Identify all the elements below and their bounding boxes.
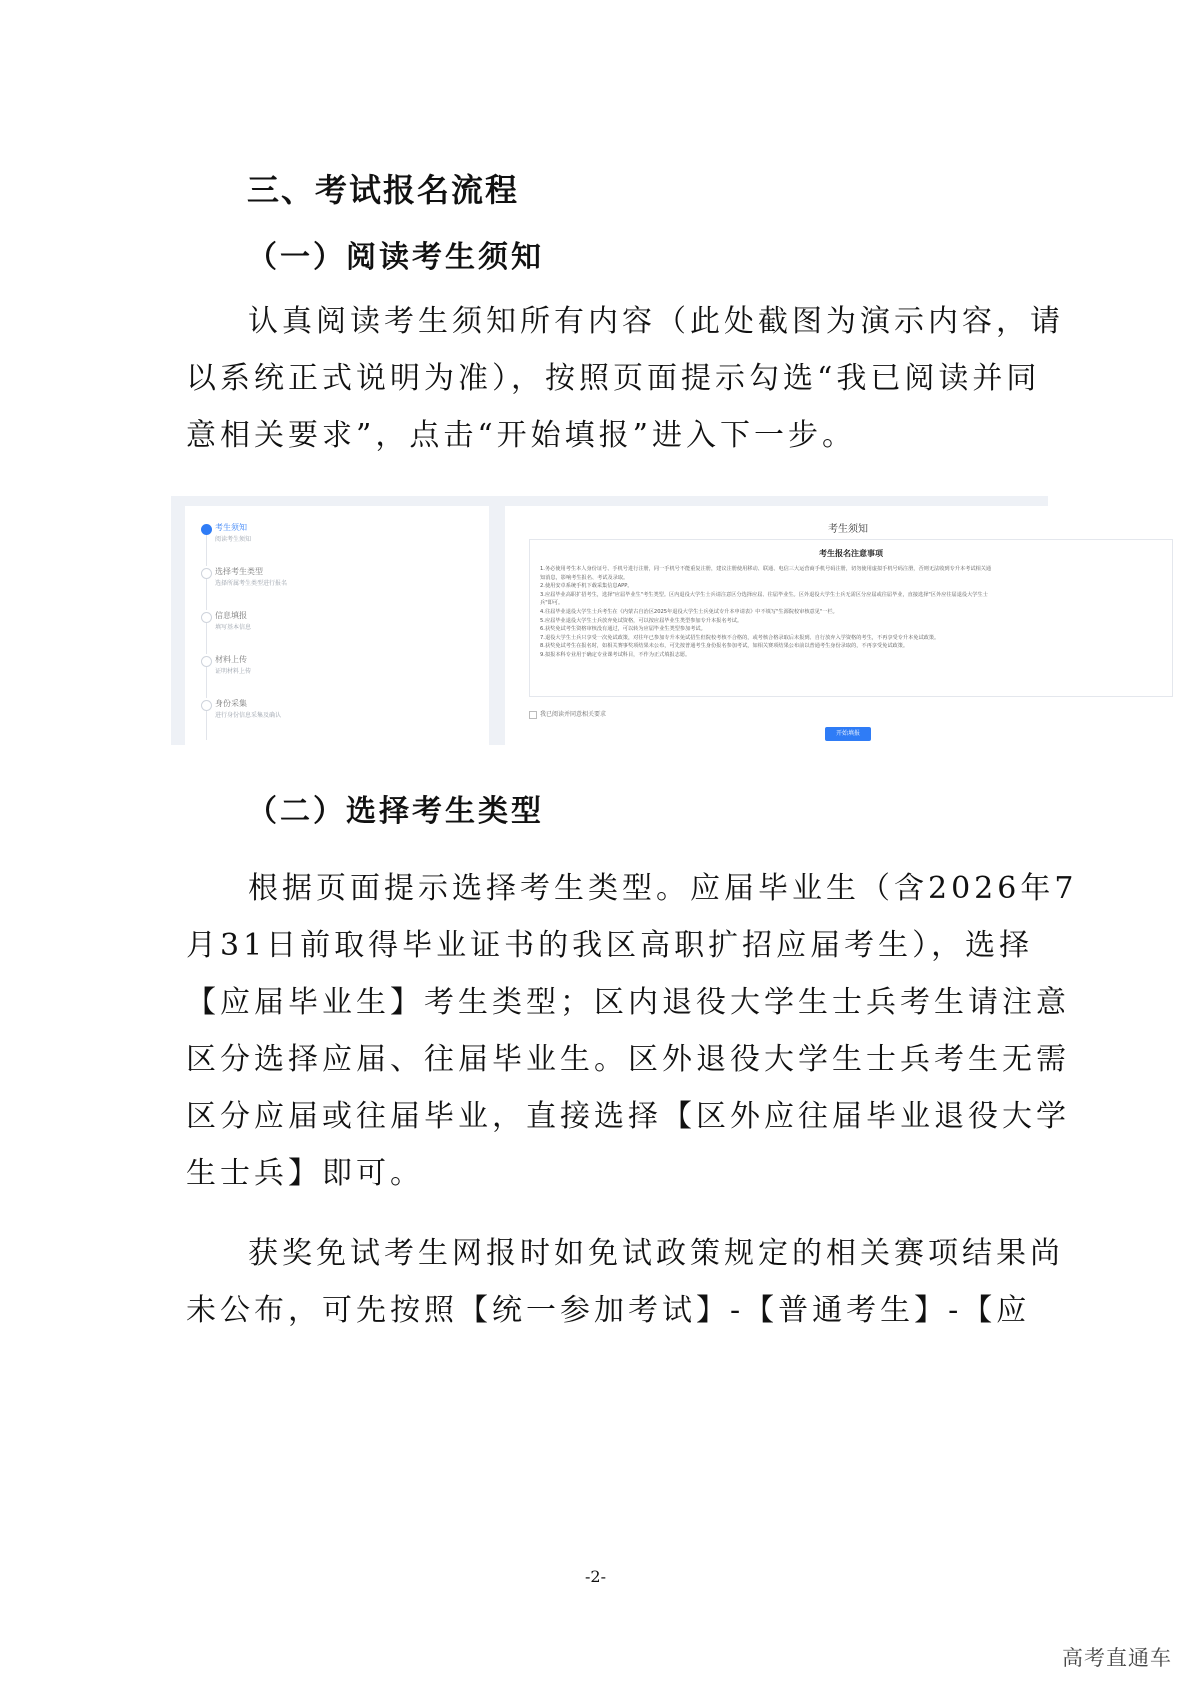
paragraph-choose-type (186, 860, 1078, 1202)
step-connector (206, 664, 207, 698)
notice-item: 5.应届毕业退役大学生士兵放弃免试资格，可以按应届毕业生类型参加专升本报名考试。 (540, 617, 743, 624)
notice-box (529, 539, 1173, 697)
paragraph-award-exempt (186, 1225, 1064, 1339)
page-number: -2- (585, 1567, 606, 1586)
notice-item: 8.获奖免试考生在报名时，如相关赛事奖项结果未公布，可先按普通考生身份报名参加考试，如相关赛项结果公布前以普通考生身份录取的，不再享受免试政策。 (540, 643, 909, 650)
step-connector (206, 576, 207, 610)
step-active-dot-icon (201, 524, 212, 535)
notice-screenshot (171, 496, 1048, 745)
notice-item: 4.往届毕业退役大学生士兵考生在《内蒙古自治区2025年退役大学生士兵免试专升本申请表》中不填写"生源院校审核意见"一栏。 (540, 608, 838, 615)
notice-item: 1.务必使用考生本人身份证号、手机号进行注册，同一手机号不能重复注册，建议注册使用移动、联通、电信三大运营商手机号码注册，切勿使用虚拟手机号码注册，否则无法收到专升本考试相关通 (540, 566, 992, 572)
step-connector (206, 532, 207, 566)
paragraph-line: 以系统正式说明为准），按照页面提示勾选“我已阅读并同 (186, 361, 1041, 396)
step-desc: 证明材料上传 (215, 668, 252, 675)
step-title: 材料上传 (215, 655, 247, 664)
step-sidebar (185, 506, 489, 745)
paragraph-line: 根据页面提示选择考生类型。应届毕业生（含2026年7 (248, 871, 1078, 906)
paragraph-line: 未公布，可先按照【统一参加考试】-【普通考生】-【应 (186, 1293, 1031, 1328)
step-desc: 填写基本信息 (215, 624, 252, 631)
paragraph-line: 意相关要求”，点击“开始填报”进入下一步。 (186, 418, 857, 453)
notice-panel (505, 506, 1191, 745)
notice-item: 3.应届毕业高职扩招考生，选择"应届毕业生"考生类型。区内退役大学生士兵请注意区分选择应届、往届毕业生。区外退役大学生士兵无需区分应届或往届毕业，直接选择"区外应往届退役大学生士 (540, 591, 988, 598)
agree-checkbox-row[interactable] (529, 709, 606, 719)
agree-label: 我已阅读并同意相关要求 (540, 711, 607, 718)
agree-checkbox[interactable] (529, 711, 537, 719)
step-desc: 进行身份信息采集及确认 (215, 712, 282, 719)
watermark: 高考直通车 (1062, 1646, 1172, 1670)
subsection-title-read-notice: （一）阅读考生须知 (247, 240, 544, 275)
paragraph-line: 区分选择应届、往届毕业生。区外退役大学生士兵考生无需 (186, 1042, 1070, 1077)
paragraph-read-notice (186, 293, 1064, 464)
step-title: 考生须知 (215, 523, 247, 532)
step-desc: 选择所属考生类型进行报名 (215, 580, 288, 587)
paragraph-line: 生士兵】即可。 (186, 1156, 424, 1191)
paragraph-line: 认真阅读考生须知所有内容（此处截图为演示内容，请 (248, 304, 1064, 339)
paragraph-line: 区分应届或往届毕业，直接选择【区外应往届毕业退役大学 (186, 1099, 1070, 1134)
step-dot-icon (201, 568, 212, 579)
paragraph-line: 获奖免试考生网报时如免试政策规定的相关赛项结果尚 (248, 1236, 1064, 1271)
step-dot-icon (201, 612, 212, 623)
step-title: 选择考生类型 (215, 567, 263, 576)
step-dot-icon (201, 656, 212, 667)
paragraph-line: 【应届毕业生】考生类型；区内退役大学生士兵考生请注意 (186, 985, 1070, 1020)
step-dot-icon (201, 700, 212, 711)
notice-item: 7.退役大学生士兵只享受一次免试政策，对往年已参加专升本免试招生但院校考核不合格的，或考核合格录取后未报到、自行放弃入学资格的考生，不再享受专升本免试政策。 (540, 634, 940, 641)
notice-item: 知消息，影响考生报名、考试及录取。 (540, 574, 629, 581)
notice-heading: 考生报名注意事项 (819, 549, 883, 558)
step-title: 信息填报 (215, 611, 247, 620)
notice-panel-title: 考生须知 (828, 524, 868, 535)
section-title: 三、考试报名流程 (247, 171, 520, 209)
notice-item: 兵"即可。 (540, 600, 564, 607)
notice-item: 9.拟报本科专业用于确定专业课考试科目，不作为正式填报志愿。 (540, 651, 691, 658)
notice-item: 2.使用安卓系统手机下载采集信息APP。 (540, 583, 633, 590)
start-fill-button[interactable]: 开始填报 (825, 727, 871, 741)
notice-item: 6.获奖免试考生资格审核没有通过，可以转为应届毕业生类型参加考试。 (540, 626, 706, 633)
step-desc: 阅读考生须知 (215, 536, 252, 543)
notice-list (540, 565, 1162, 660)
subsection-title-choose-type: （二）选择考生类型 (247, 794, 544, 829)
step-title: 身份采集 (215, 699, 247, 708)
step-connector (206, 708, 207, 740)
paragraph-line: 月31日前取得毕业证书的我区高职扩招应届考生），选择 (186, 928, 1034, 963)
step-connector (206, 620, 207, 654)
